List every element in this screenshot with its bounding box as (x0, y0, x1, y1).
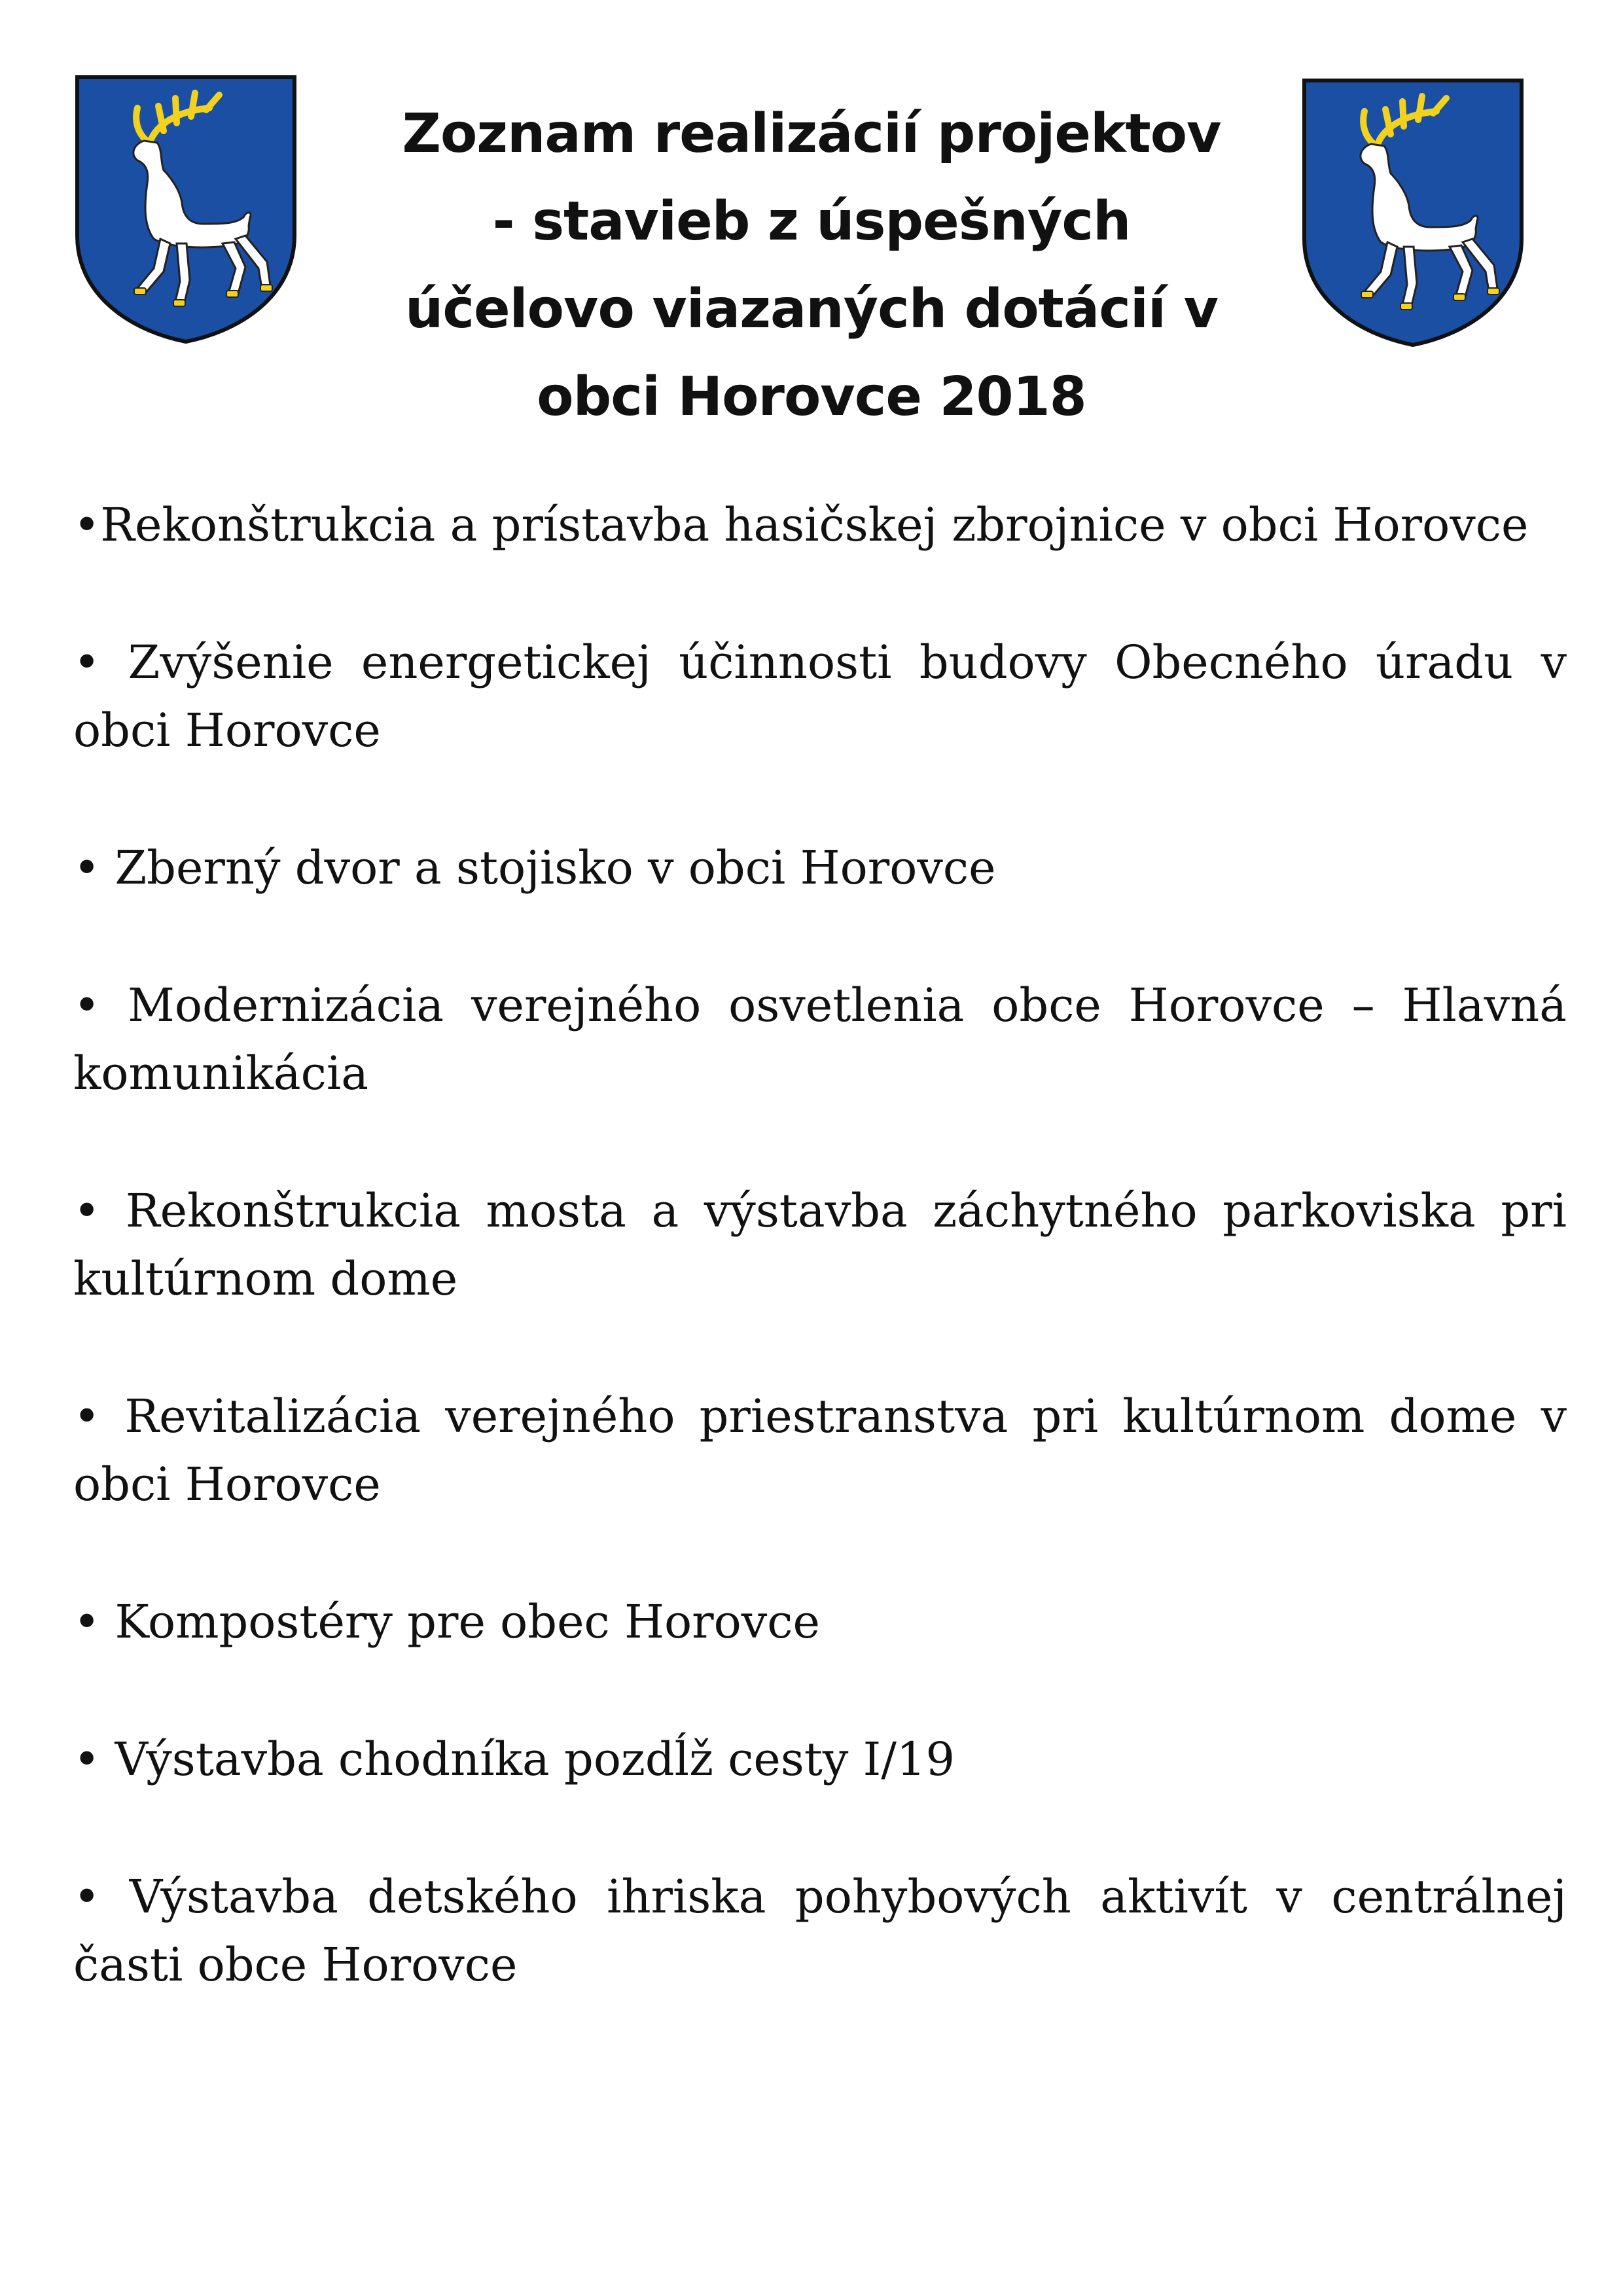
list-item: • Modernizácia verejného osvetlenia obce Horovce – Hlavná komunikácia (73, 978, 1567, 1100)
project-list (73, 491, 1567, 2068)
list-item: • Kompostéry pre obec Horovce (73, 1595, 820, 1649)
list-item: • Rekonštrukcia mosta a výstavba záchytného parkoviska pri kultúrnom dome (73, 1184, 1567, 1306)
list-item: • Výstavba detského ihriska pohybových aktivít v centrálnej časti obce Horovce (73, 1870, 1567, 1992)
coat-of-arms-right-icon (1299, 75, 1527, 350)
title-line-2: - stavieb z úspešných (492, 190, 1131, 253)
list-item: •Rekonštrukcia a prístavba hasičskej zbrojnice v obci Horovce (73, 498, 1529, 552)
list-item: • Výstavba chodníka pozdĺž cesty I/19 (73, 1732, 955, 1786)
title-line-3: účelovo viazaných dotácií v (404, 278, 1219, 340)
title-line-4: obci Horovce 2018 (537, 366, 1086, 428)
title-line-1: Zoznam realizácií projektov (402, 103, 1221, 165)
list-item: • Zvýšenie energetickej účinnosti budovy Obecného úradu v obci Horovce (73, 636, 1567, 757)
coat-of-arms-left-icon (72, 72, 300, 347)
list-item: • Revitalizácia verejného priestranstva pri kultúrnom dome v obci Horovce (73, 1390, 1567, 1511)
list-item: • Zberný dvor a stojisko v obci Horovce (73, 841, 996, 895)
document-title (327, 90, 1296, 441)
